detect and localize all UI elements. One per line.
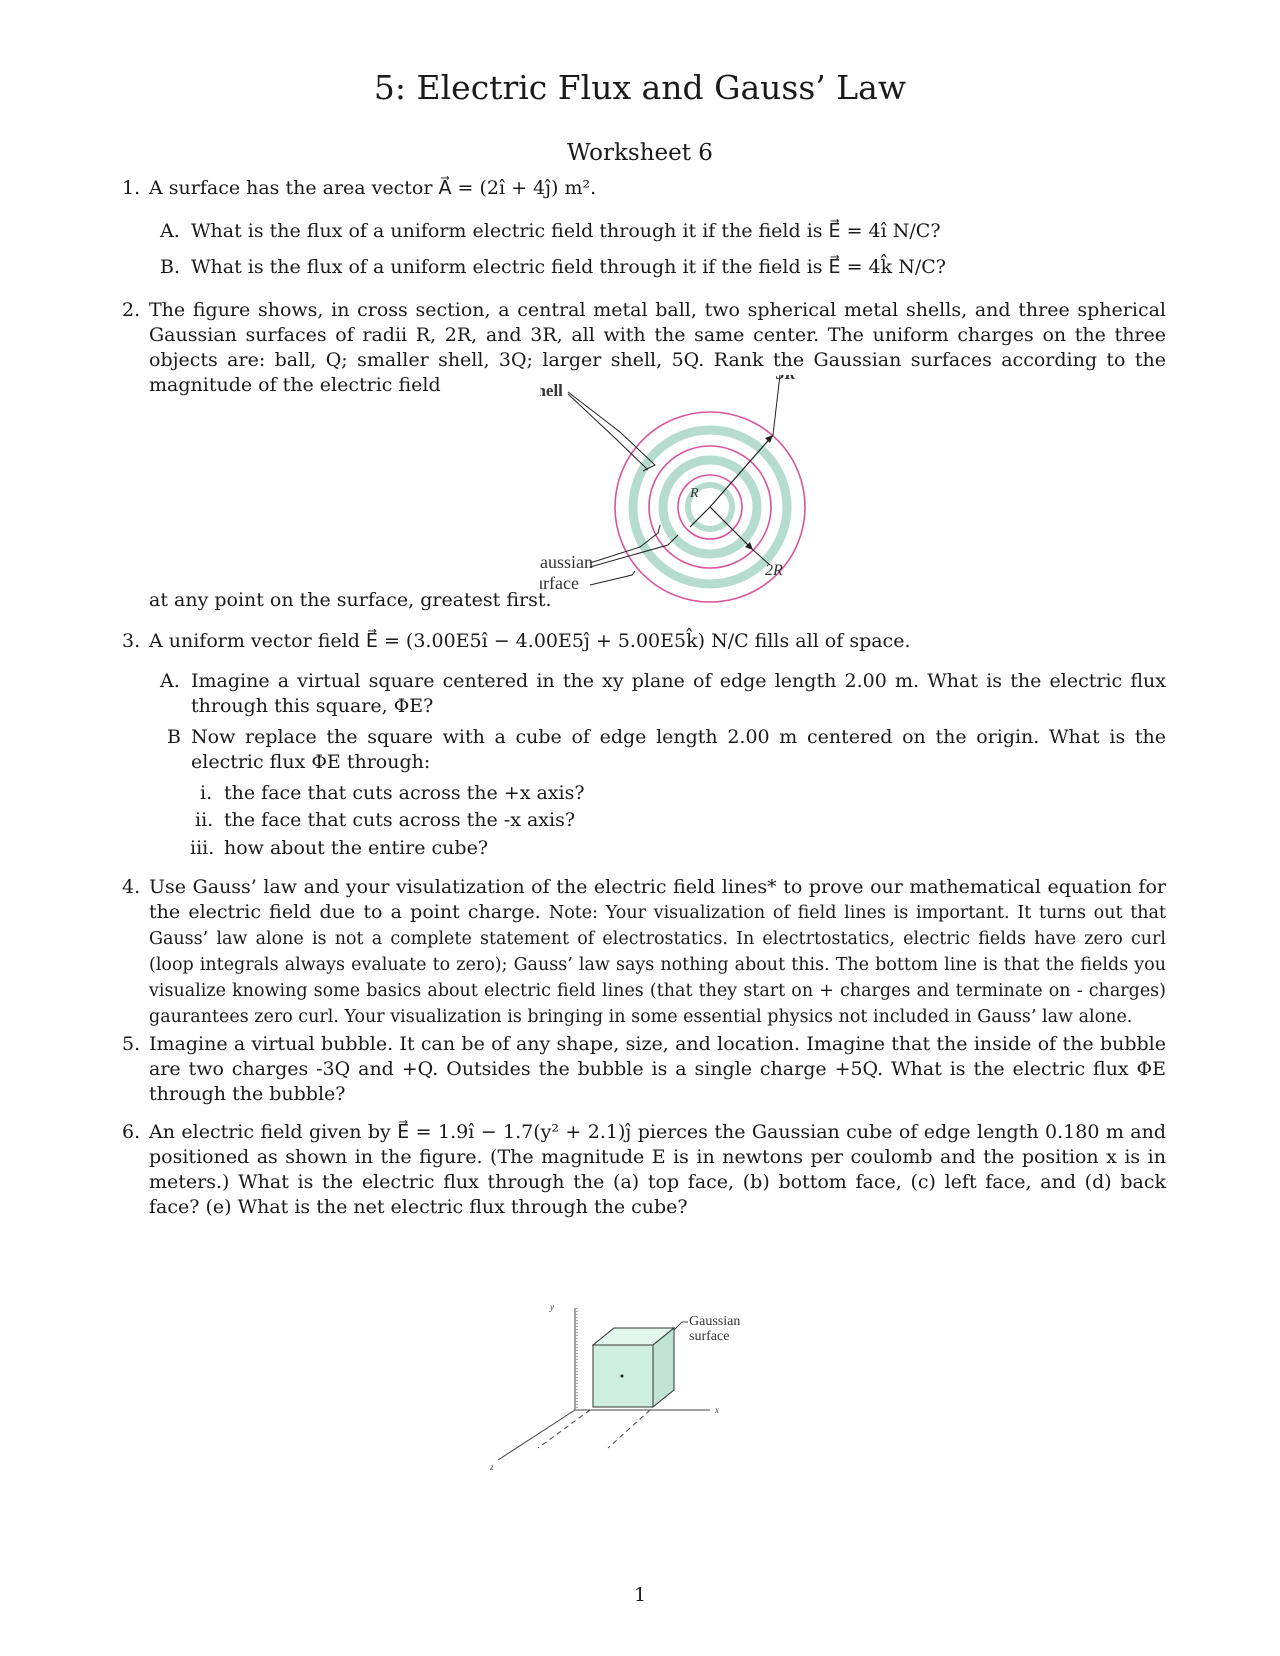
- y-axis-label: y: [550, 1302, 554, 1312]
- label-gaussian: aussian: [540, 552, 593, 572]
- page-number: 1: [633, 1584, 647, 1606]
- question-1: [122, 176, 1166, 201]
- question-3-part-b: [160, 725, 1166, 775]
- question-3-item-iii: [190, 836, 990, 861]
- question-number: 4.: [122, 876, 141, 898]
- shell-leader-inner: [568, 394, 648, 470]
- question-text: at any point on the surface, greatest first.: [149, 589, 552, 611]
- gaussian-cube-figure: [490, 1300, 790, 1480]
- label-3r: [775, 375, 796, 383]
- z-axis-label: z: [490, 1462, 494, 1472]
- item-text: how about the entire cube?: [224, 837, 489, 859]
- radius-3r-line: [710, 435, 773, 507]
- part-text: What is the flux of a uniform electric field through it if the field is E⃗ = 4k̂ N/C?: [191, 256, 946, 278]
- question-number: 2.: [122, 299, 141, 321]
- part-label: A.: [160, 670, 180, 692]
- part-text: Now replace the square with a cube of edge length 2.00 m centered on the origin. What is the electric flux ΦE through:: [191, 726, 1166, 773]
- part-text: Imagine a virtual square centered in the xy plane of edge length 2.00 m. What is the electric flux through this square, ΦE?: [191, 670, 1166, 717]
- z-axis: [498, 1410, 575, 1460]
- question-3-item-ii: [190, 808, 990, 833]
- part-label: B: [167, 726, 181, 748]
- x-axis-label: x: [715, 1405, 719, 1415]
- question-number: 3.: [122, 630, 141, 652]
- item-label: ii.: [195, 809, 214, 831]
- question-note: Note: Your visualization of field lines is important. It turns out that Gauss’ law alone is not a complete statement of electrostatics. In electrtostatics, electric fields have zero curl (loop integrals always evaluate to zero); Gauss’ law says nothing about this. The bottom line is that the fields you visualize knowing some basics about electric field lines (that they start on + charges and terminate on - charges) gaurantees zero curl. Your visualization is bringing in some essential physics not included in Gauss’ law alone.: [149, 903, 1166, 1027]
- part-label: A.: [160, 220, 180, 242]
- question-number: 6.: [122, 1121, 141, 1143]
- label-2r: 2R: [765, 562, 783, 579]
- gaussian-leader-2: [590, 535, 678, 567]
- label-r: R: [690, 486, 699, 501]
- question-text: Use Gauss’ law and your visulatization of the electric field lines* to prove our mathematical equation for the electric field due to a point charge.: [149, 876, 1166, 923]
- page-subtitle: Worksheet 6: [567, 140, 713, 166]
- gaussian-cube-diagram: [490, 1300, 790, 1480]
- label-3r-leader: [773, 375, 780, 435]
- item-label: i.: [200, 782, 213, 804]
- question-3-part-a: [160, 669, 1166, 719]
- question-text: A surface has the area vector A⃗ = (2î + 4ĵ) m².: [149, 177, 597, 199]
- shell-leader-outer: [568, 392, 655, 471]
- question-text: Imagine a virtual bubble. It can be of any shape, size, and location. Imagine that the inside of the bubble are two charges -3Q and +Q. Outsides the bubble is a single charge +5Q. What is the electric flux ΦE through the bubble?: [149, 1033, 1166, 1105]
- question-3: [122, 629, 1166, 654]
- page-title: 5: Electric Flux and Gauss’ Law: [373, 68, 907, 107]
- part-label: B.: [160, 256, 181, 278]
- question-2-tail: [122, 588, 1166, 613]
- label-shell: hell: [540, 381, 563, 400]
- item-text: the face that cuts across the -x axis?: [224, 809, 576, 831]
- gaussian-leader: [674, 1322, 688, 1330]
- question-number: 1.: [122, 177, 141, 199]
- item-label: iii.: [190, 837, 215, 859]
- question-3-item-i: [190, 781, 990, 806]
- question-4: [122, 875, 1166, 1030]
- item-text: the face that cuts across the +x axis?: [224, 782, 585, 804]
- question-text: An electric field given by E⃗ = 1.9î − 1.7(y² + 2.1)ĵ pierces the Gaussian cube of edge length 0.180 m and positioned as shown in the figure. (The magnitude E is in newtons per coulomb and the position x is in meters.) What is the electric flux through the (a) top face, (b) bottom face, (c) left face, and (d) back face? (e) What is the net electric flux through the cube?: [149, 1121, 1166, 1218]
- question-1-part-a: [160, 219, 1060, 244]
- question-5: [122, 1032, 1166, 1107]
- part-text: What is the flux of a uniform electric field through it if the field is E⃗ = 4î N/C?: [191, 220, 941, 242]
- cube-guide-right: [608, 1410, 650, 1448]
- cube-center-dot: [621, 1375, 624, 1378]
- question-text: A uniform vector field E⃗ = (3.00E5î − 4.00E5ĵ + 5.00E5k̂) N/C fills all of space.: [149, 630, 911, 652]
- label-gaussian: Gaussian: [689, 1314, 741, 1329]
- arrowhead-icon: [765, 435, 773, 443]
- gaussian-leader-3: [590, 571, 635, 585]
- label-surface: rface: [543, 573, 579, 593]
- question-text: The figure shows, in cross section, a central metal ball, two spherical metal shells, and three spherical Gaussian surfaces of radii R, 2R, and 3R, all with the same center. The uniform charges on the three objects are: ball, Q; smaller shell, 3Q; larger shell, 5Q. Rank the Gaussian surfaces according to the magnitude of the electric field: [149, 299, 1166, 396]
- question-6: [122, 1120, 1166, 1220]
- question-number: 5.: [122, 1033, 141, 1055]
- question-1-part-b: [160, 255, 1060, 280]
- label-surface: surface: [689, 1329, 730, 1344]
